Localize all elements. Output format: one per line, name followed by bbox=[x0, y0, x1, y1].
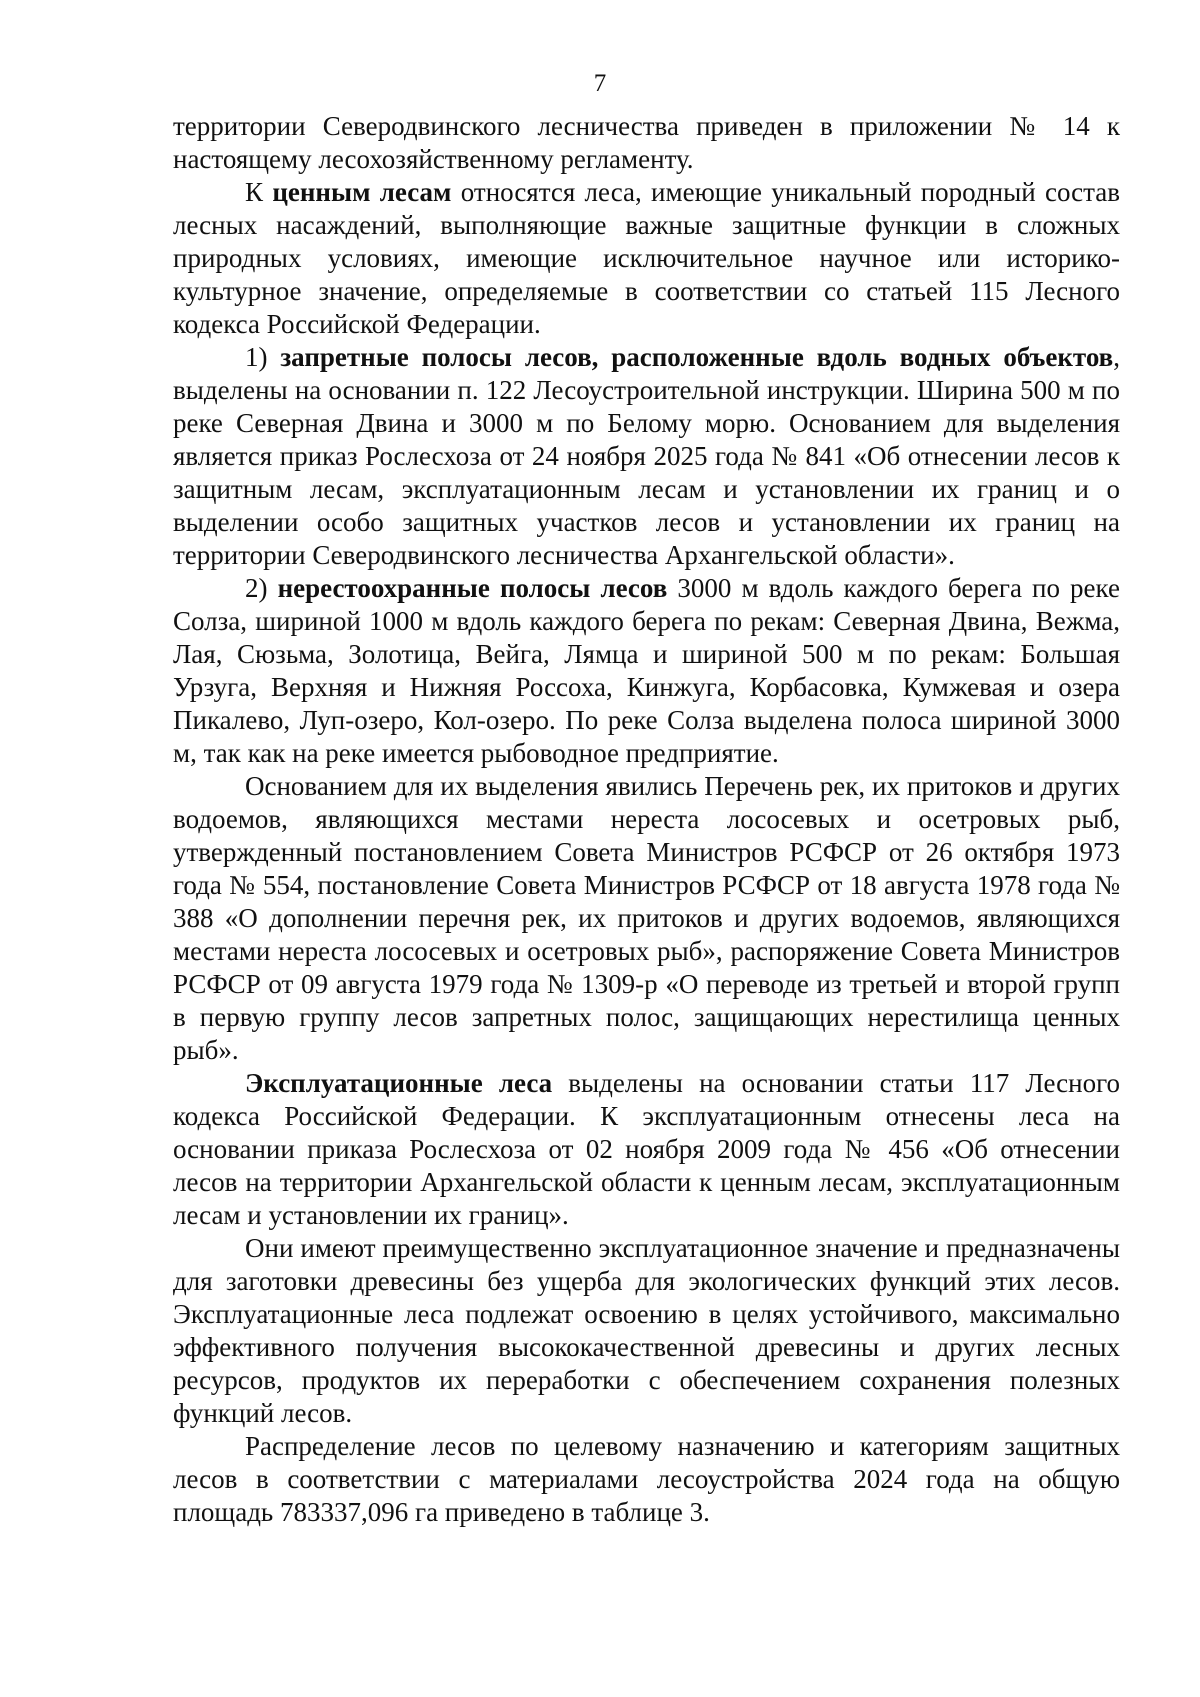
paragraph bbox=[173, 770, 1120, 1067]
paragraph bbox=[173, 341, 1120, 572]
paragraph bbox=[173, 176, 1120, 341]
paragraph-text: выделены на основании статьи 117 Лесного кодекса Российской Федерации. К эксплуатационным отнесены леса на основании приказа Рослесхоза от 02 ноября 2009 года № 456 «Об отнесении лесов на территории Архангельской области к ценным лесам, эксплуатационным лесам и установлении их границ». bbox=[173, 1068, 1120, 1230]
paragraph-text: 1) bbox=[245, 342, 281, 372]
bold-term: ценным лесам bbox=[272, 177, 452, 207]
paragraph-text: К bbox=[245, 177, 273, 207]
paragraph bbox=[173, 572, 1120, 770]
bold-term: Эксплуатационные леса bbox=[245, 1068, 553, 1098]
paragraph-text: Основанием для их выделения явились Перечень рек, их притоков и других водоемов, являющихся местами нереста лососевых и осетровых рыб, утвержденный постановлением Совета Министров РСФСР от 26 октября 1973 года № 554, постановление Совета Министров РСФСР от 18 августа 1978 года № 388 «О дополнении перечня рек, их притоков и других водоемов, являющихся местами нереста лососевых и осетровых рыб», распоряжение Совета Министров РСФСР от 09 августа 1979 года № 1309-р «О переводе из третьей и второй групп в первую группу лесов запретных полос, защищающих нерестилища ценных рыб». bbox=[173, 771, 1120, 1065]
paragraph-text: 3000 м вдоль каждого берега по реке Солза, шириной 1000 м вдоль каждого берега по рекам: Северная Двина, Вежма, Лая, Сюзьма, Золотица, Вейга, Лямца и шириной 500 м по рекам: Большая Урзуга, Верхняя и Нижняя Россоха, Кинжуга, Корбасовка, Кумжевая и озера Пикалево, Луп-озеро, Кол-озеро. По реке Солза выделена полоса шириной 3000 м, так как на реке имеется рыбоводное предприятие. bbox=[173, 573, 1120, 768]
page-number: 7 bbox=[593, 70, 607, 97]
bold-term: запретные полосы лесов, расположенные вдоль водных объектов bbox=[280, 342, 1114, 372]
paragraph bbox=[173, 1232, 1120, 1430]
paragraph bbox=[173, 1067, 1120, 1232]
paragraph bbox=[173, 110, 1120, 176]
paragraph-text: относятся леса, имеющие уникальный породный состав лесных насаждений, выполняющие важные защитные функции в сложных природных условиях, имеющие исключительное научное или историко-культурное значение, определяемые в соответствии со статьей 115 Лесного кодекса Российской Федерации. bbox=[173, 177, 1120, 339]
paragraph-text: , выделены на основании п. 122 Лесоустроительной инструкции. Ширина 500 м по реке Северная Двина и 3000 м по Белому морю. Основанием для выделения является приказ Рослесхоза от 24 ноября 2025 года № 841 «Об отнесении лесов к защитным лесам, эксплуатационным лесам и установлении их границ и о выделении особо защитных участков лесов и установлении их границ на территории Северодвинского лесничества Архангельской области». bbox=[173, 342, 1120, 570]
paragraph-text: территории Северодвинского лесничества приведен в приложении № 14 к настоящему лесохозяйственному регламенту. bbox=[173, 111, 1120, 174]
paragraph-text: 2) bbox=[245, 573, 278, 603]
paragraph-text: Распределение лесов по целевому назначению и категориям защитных лесов в соответствии с материалами лесоустройства 2024 года на общую площадь 783337,096 га приведено в таблице 3. bbox=[173, 1431, 1120, 1527]
paragraph bbox=[173, 1430, 1120, 1529]
paragraph-text: Они имеют преимущественно эксплуатационное значение и предназначены для заготовки древесины без ущерба для экологических функций этих лесов. Эксплуатационные леса подлежат освоению в целях устойчивого, максимально эффективного получения высококачественной древесины и других лесных ресурсов, продуктов их переработки с обеспечением сохранения полезных функций лесов. bbox=[173, 1233, 1120, 1428]
bold-term: нерестоохранные полосы лесов bbox=[277, 573, 668, 603]
document-body bbox=[173, 110, 1120, 1529]
